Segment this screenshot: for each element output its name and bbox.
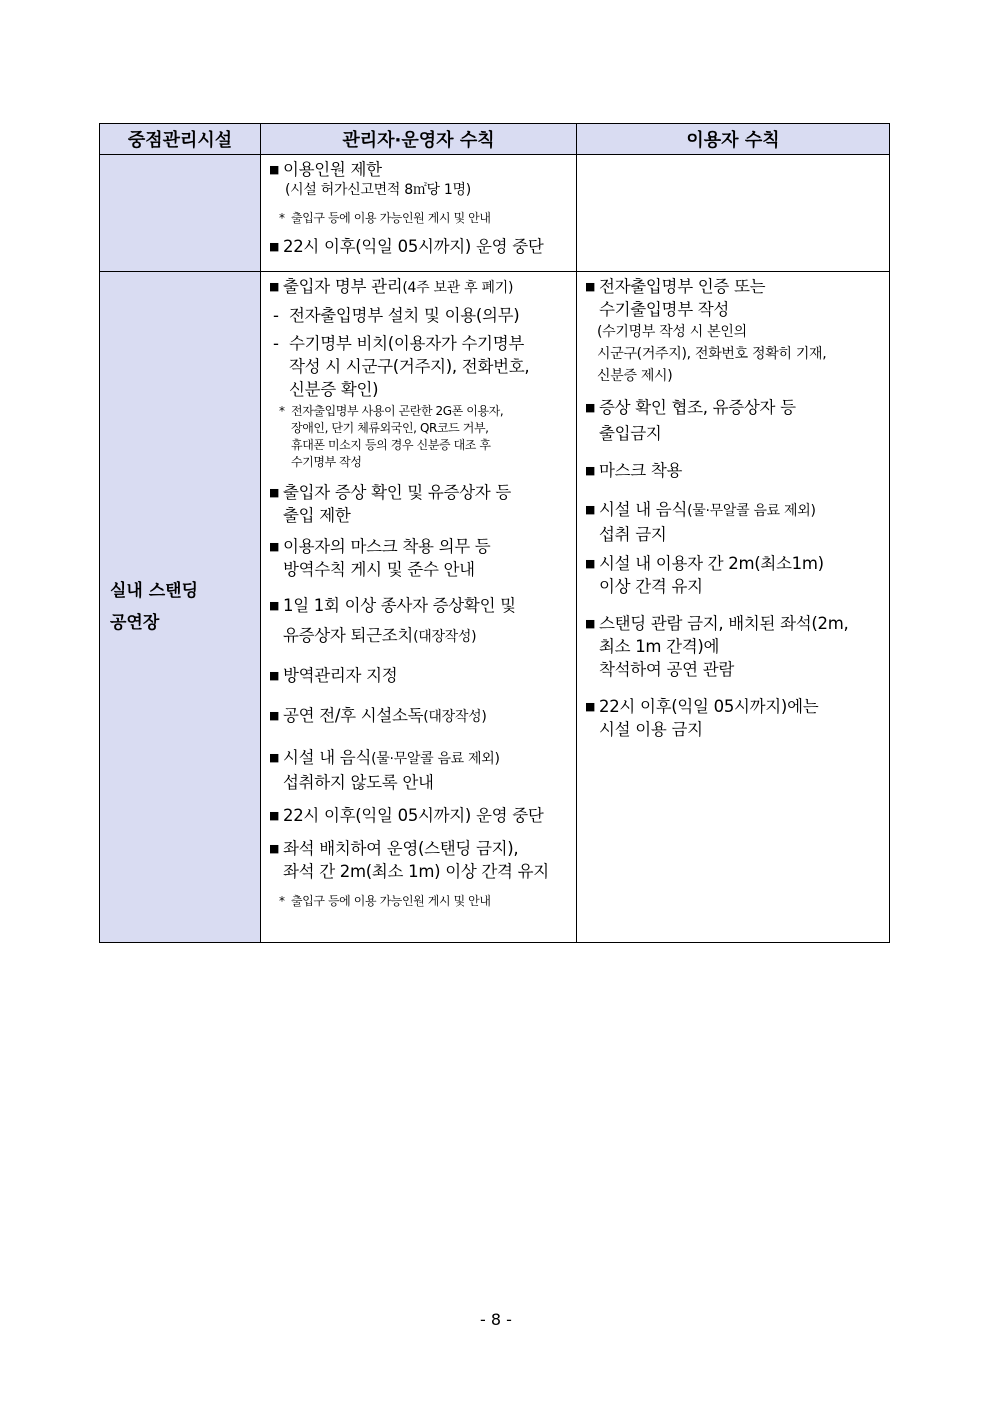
note-item: * 출입구 등에 이용 가능인원 게시 및 안내	[279, 894, 491, 908]
bullet-square-icon: ■	[269, 751, 280, 764]
note-item: * 출입구 등에 이용 가능인원 게시 및 안내	[279, 211, 491, 225]
bullet-square-icon: ■	[269, 240, 280, 253]
table-row-continued	[100, 155, 890, 272]
bullet-square-icon: ■	[269, 280, 280, 293]
bullet-square-icon: ■	[585, 464, 596, 477]
bullet-item: ■ 마스크 착용	[585, 461, 683, 480]
facility-cell-continued	[100, 155, 261, 272]
bullet-square-icon: ■	[585, 401, 596, 414]
manager-rules-cell	[261, 272, 577, 943]
manager-rules-cell	[261, 155, 577, 272]
bullet-square-icon: ■	[585, 557, 596, 570]
guidelines-table	[99, 123, 890, 943]
header-manager-rules: 관리자·운영자 수칙	[261, 124, 577, 155]
bullet-square-icon: ■	[269, 540, 280, 553]
bullet-item: ■ 증상 확인 협조, 유증상자 등 출입금지	[585, 395, 883, 447]
bullet-square-icon: ■	[269, 669, 280, 682]
dash-item: - 전자출입명부 설치 및 이용(의무)	[273, 306, 520, 325]
facility-cell	[100, 272, 261, 943]
bullet-item: ■ 이용인원 제한	[269, 160, 382, 179]
bullet-square-icon: ■	[585, 617, 596, 630]
bullet-subtext: (시설 허가신고면적 8㎡당 1명)	[285, 182, 471, 198]
table-row-standing-venue	[100, 272, 890, 943]
bullet-square-icon: ■	[269, 709, 280, 722]
user-rules-cell-empty	[577, 155, 890, 272]
bullet-item: ■ 1일 1회 이상 종사자 증상확인 및 유증상자 퇴근조치(대장작성)	[269, 591, 570, 652]
bullet-square-icon: ■	[269, 842, 280, 855]
bullet-square-icon: ■	[585, 700, 596, 713]
bullet-item: ■ 22시 이후(익일 05시까지) 운영 중단	[269, 806, 544, 825]
header-user-rules: 이용자 수칙	[577, 124, 890, 155]
bullet-square-icon: ■	[585, 503, 596, 516]
bullet-square-icon: ■	[585, 280, 596, 293]
dash-item: - 수기명부 비치(이용자가 수기명부 작성 시 시군구(거주지), 전화번호, 신분증 확인)	[273, 334, 530, 399]
bullet-subtext: (수기명부 작성 시 본인의 시군구(거주지), 전화번호 정확히 기재, 신분증 제시)	[597, 324, 827, 384]
user-rules-cell	[577, 272, 890, 943]
bullet-square-icon: ■	[269, 486, 280, 499]
bullet-item: ■ 22시 이후(익일 05시까지) 운영 중단	[269, 237, 544, 256]
bullet-item: ■ 좌석 배치하여 운영(스탠딩 금지), 좌석 간 2m(최소 1m) 이상 간격 유지	[269, 839, 549, 881]
bullet-item: ■ 전자출입명부 인증 또는 수기출입명부 작성	[585, 277, 766, 319]
header-facility: 중점관리시설	[100, 124, 261, 155]
facility-name-line2: 공연장	[110, 613, 160, 633]
bullet-item: ■ 출입자 명부 관리(4주 보관 후 폐기)	[269, 275, 570, 300]
bullet-item: ■ 스탠딩 관람 금지, 배치된 좌석(2m, 최소 1m 간격)에 착석하여 공연 관람	[585, 614, 849, 679]
bullet-item: ■ 시설 내 음식(물·무알콜 음료 제외) 섭취하지 않도록 안내	[269, 748, 500, 792]
bullet-item: ■ 공연 전/후 시설소독(대장작성)	[269, 704, 570, 729]
page-number: - 8 -	[480, 1310, 512, 1329]
bullet-item: ■ 시설 내 이용자 간 2m(최소1m) 이상 간격 유지	[585, 554, 824, 596]
bullet-square-icon: ■	[269, 599, 280, 612]
bullet-item: ■ 시설 내 음식(물·무알콜 음료 제외) 섭취 금지	[585, 500, 816, 544]
note-item: * 전자출입명부 사용이 곤란한 2G폰 이용자, 장애인, 단기 체류외국인, QR코드 거부, 휴대폰 미소지 등의 경우 신분증 대조 후 수기명부 작성	[279, 404, 504, 469]
bullet-square-icon: ■	[269, 809, 280, 822]
bullet-item: ■ 방역관리자 지정	[269, 666, 398, 685]
bullet-item: ■ 출입자 증상 확인 및 유증상자 등 출입 제한	[269, 483, 512, 525]
bullet-square-icon: ■	[269, 163, 280, 176]
facility-name-line1: 실내 스탠딩	[110, 581, 199, 601]
bullet-item: ■ 22시 이후(익일 05시까지)에는 시설 이용 금지	[585, 697, 819, 739]
table-header-row	[100, 124, 890, 155]
bullet-item: ■ 이용자의 마스크 착용 의무 등 방역수칙 게시 및 준수 안내	[269, 537, 491, 579]
